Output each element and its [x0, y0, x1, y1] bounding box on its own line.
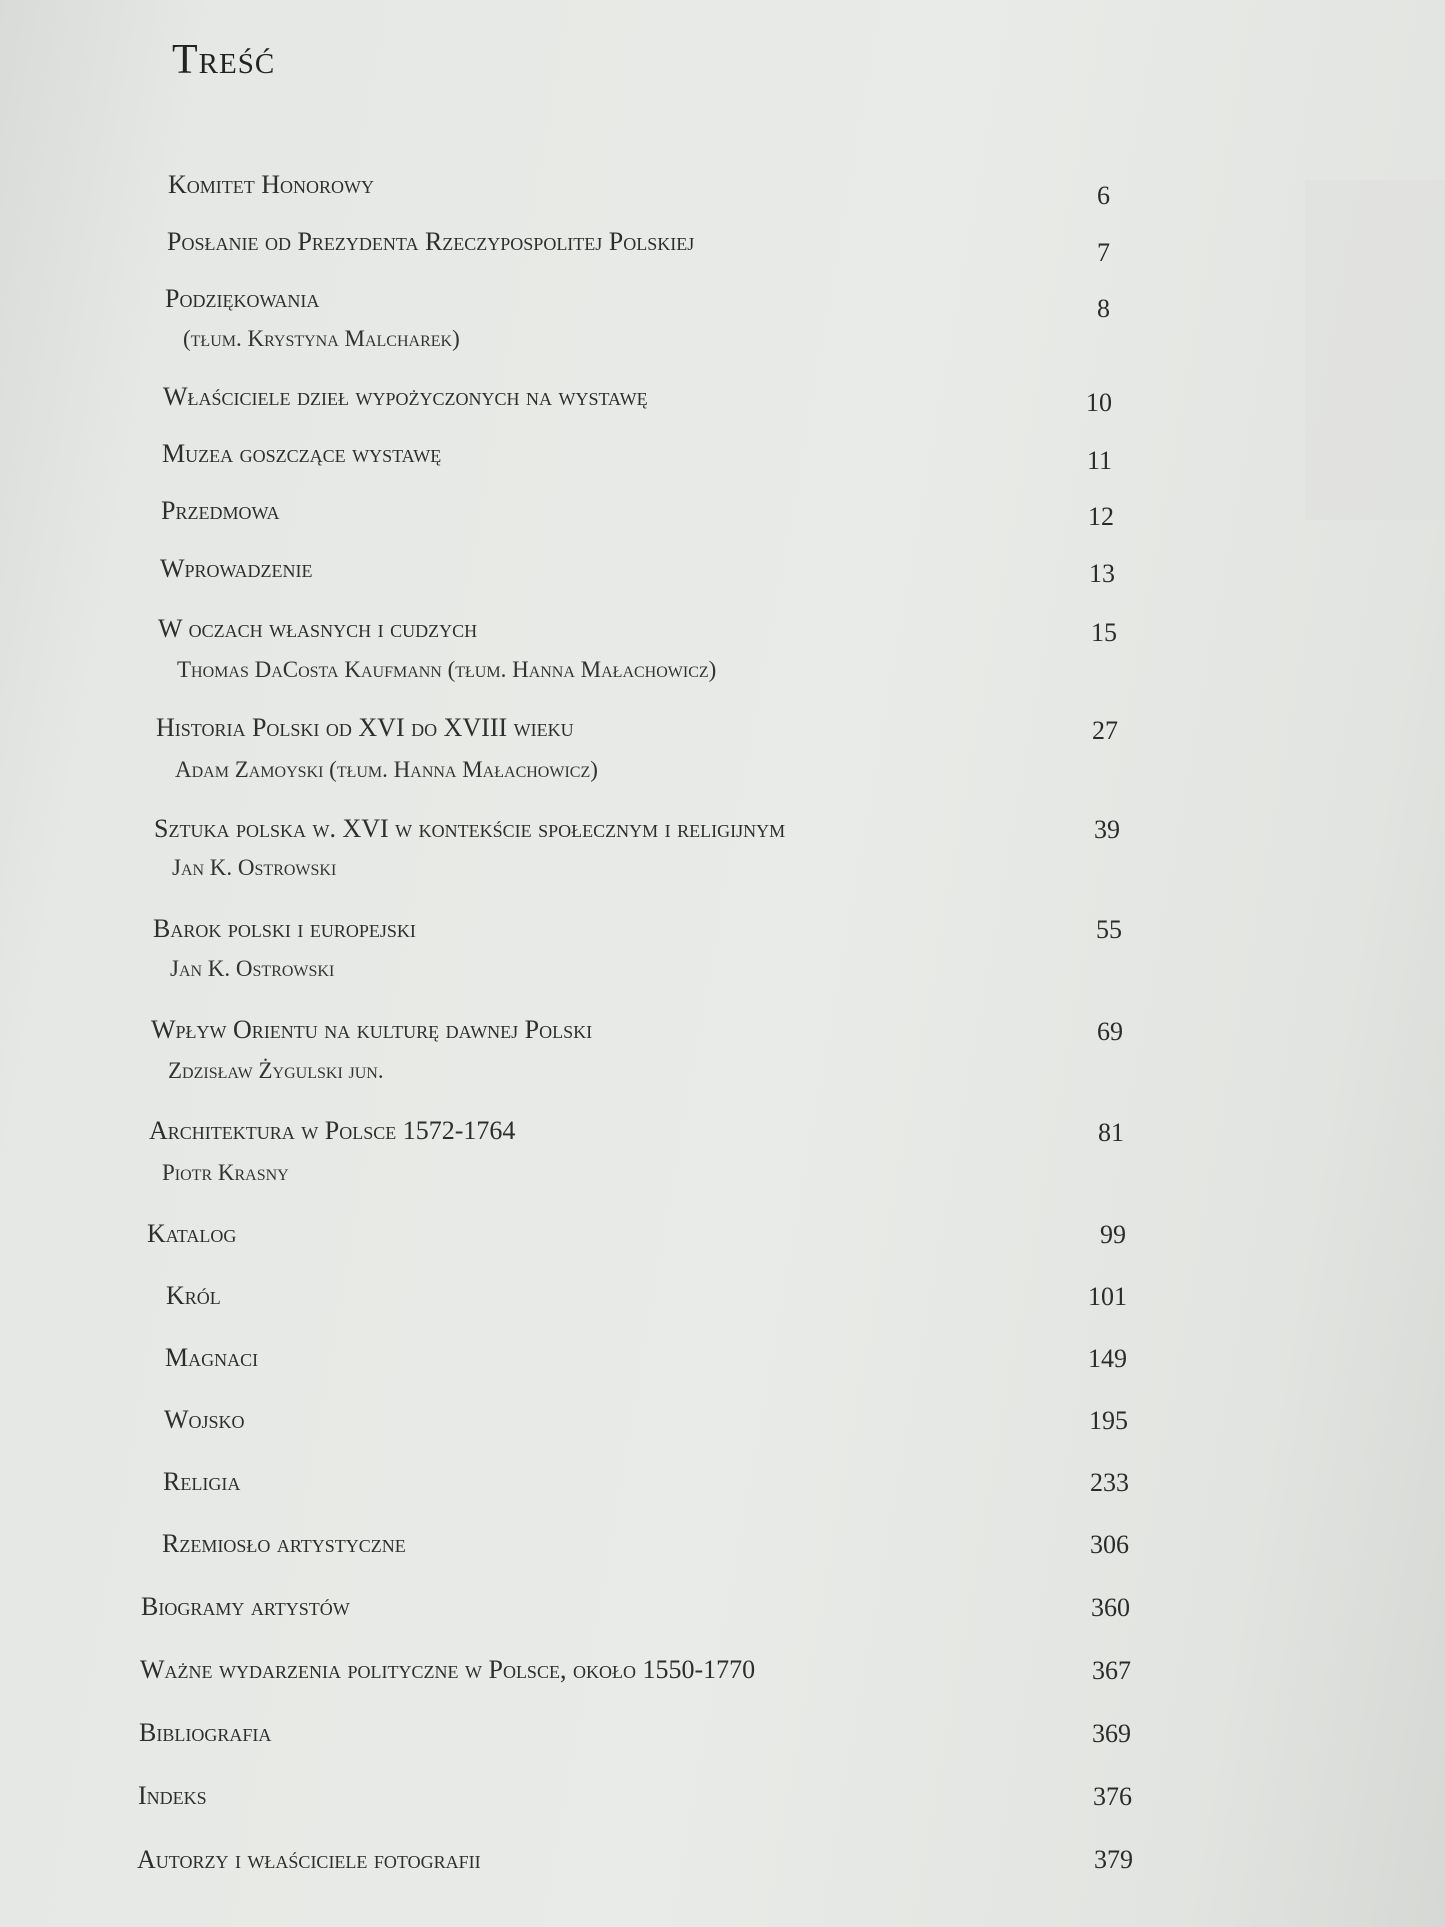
- page-title: Treść: [172, 37, 276, 83]
- toc-entry-page: 7: [1097, 238, 1110, 267]
- toc-entry-page: 12: [1088, 502, 1114, 531]
- toc-entry-label: Przedmowa: [161, 496, 280, 525]
- toc-entry-author: Thomas DaCosta Kaufmann (tłum. Hanna Małachowicz): [177, 657, 717, 682]
- toc-entry-label: Komitet Honorowy: [168, 170, 375, 199]
- toc-entry-page: 81: [1098, 1118, 1124, 1147]
- toc-entry-label: W oczach własnych i cudzych: [158, 614, 478, 643]
- toc-entry-label: Barok polski i europejski: [153, 914, 416, 943]
- toc-entry-label: Katalog: [147, 1219, 237, 1248]
- toc-entry-page: 69: [1097, 1017, 1123, 1046]
- toc-entry-label: Wojsko: [164, 1405, 245, 1434]
- toc-entry-page: 376: [1093, 1782, 1132, 1811]
- toc-entry-page: 369: [1092, 1719, 1131, 1748]
- toc-entry-author: Adam Zamoyski (tłum. Hanna Małachowicz): [175, 757, 598, 782]
- toc-entry-label: Król: [166, 1281, 221, 1310]
- toc-entry-page: 27: [1092, 716, 1118, 745]
- toc-entry-page: 6: [1097, 181, 1110, 210]
- toc-entry-author: Jan K. Ostrowski: [170, 956, 335, 981]
- toc-entry-label: Właściciele dzieł wypożyczonych na wystawę: [163, 382, 648, 411]
- page-edge-shadow: [1305, 180, 1445, 520]
- toc-entry-page: 15: [1091, 618, 1117, 647]
- toc-entry-author: Jan K. Ostrowski: [172, 855, 337, 880]
- toc-entry-label: Posłanie od Prezydenta Rzeczypospolitej Polskiej: [167, 227, 695, 256]
- toc-entry-label: Historia Polski od XVI do XVIII wieku: [156, 713, 574, 742]
- toc-entry-author: Piotr Krasny: [162, 1160, 289, 1185]
- toc-entry-page: 13: [1089, 559, 1115, 588]
- toc-entry-author: (tłum. Krystyna Malcharek): [183, 326, 460, 351]
- toc-entry-label: Architektura w Polsce 1572-1764: [149, 1116, 516, 1145]
- toc-entry-page: 195: [1089, 1406, 1128, 1435]
- toc-entry-page: 99: [1100, 1220, 1126, 1249]
- toc-entry-page: 55: [1096, 915, 1122, 944]
- toc-entry-label: Rzemiosło artystyczne: [162, 1529, 406, 1558]
- toc-entry-author: Zdzisław Żygulski jun.: [168, 1058, 384, 1083]
- toc-entry-page: 379: [1094, 1845, 1133, 1874]
- toc-entry-label: Ważne wydarzenia polityczne w Polsce, około 1550-1770: [140, 1655, 756, 1684]
- toc-entry-page: 8: [1097, 294, 1110, 323]
- toc-entry-label: Wpływ Orientu na kulturę dawnej Polski: [151, 1015, 593, 1044]
- toc-entry-label: Sztuka polska w. XVI w kontekście społecznym i religijnym: [154, 814, 786, 843]
- toc-entry-label: Wprowadzenie: [160, 554, 313, 583]
- toc-entry-page: 360: [1091, 1593, 1130, 1622]
- toc-entry-label: Biogramy artystów: [141, 1592, 350, 1621]
- toc-entry-page: 39: [1094, 815, 1120, 844]
- toc-entry-page: 306: [1090, 1530, 1129, 1559]
- toc-entry-label: Autorzy i właściciele fotografii: [137, 1845, 481, 1874]
- toc-entry-label: Bibliografia: [139, 1718, 272, 1747]
- toc-entry-label: Indeks: [138, 1781, 207, 1810]
- toc-entry-page: 11: [1086, 446, 1112, 475]
- toc-entry-label: Magnaci: [165, 1343, 259, 1372]
- toc-entry-page: 233: [1090, 1468, 1129, 1497]
- toc-entry-page: 101: [1088, 1282, 1127, 1311]
- toc-entry-label: Religia: [163, 1467, 241, 1496]
- toc-entry-page: 367: [1092, 1656, 1131, 1685]
- toc-entry-page: 10: [1086, 388, 1112, 417]
- toc-entry-page: 149: [1088, 1344, 1127, 1373]
- toc-entry-label: Muzea goszczące wystawę: [162, 439, 442, 468]
- toc-entry-label: Podziękowania: [165, 284, 320, 313]
